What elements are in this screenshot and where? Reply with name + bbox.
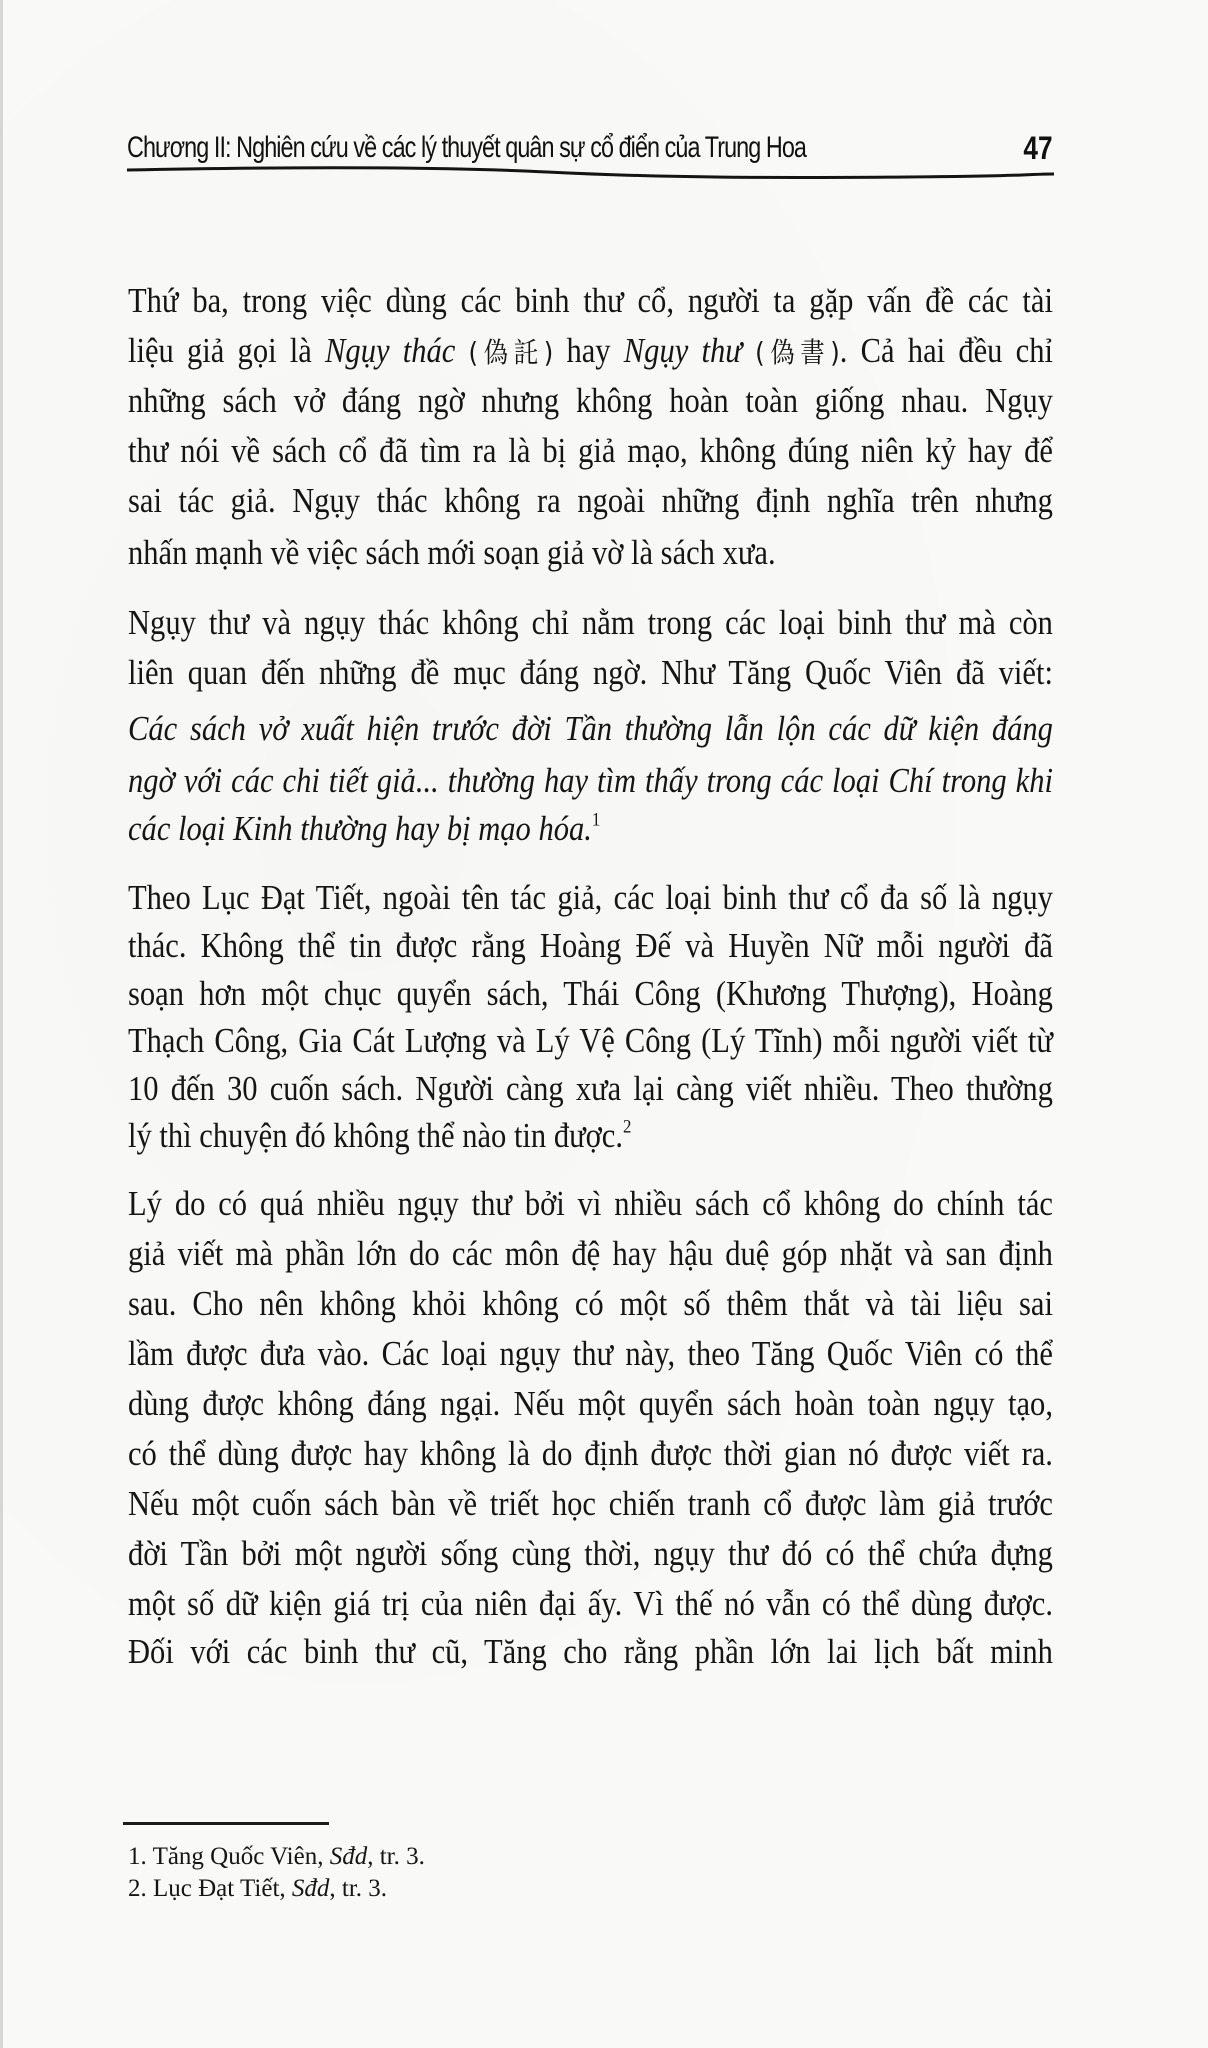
text-line: có thể dùng được hay không là do định được thời gian nó được viết ra. — [128, 1434, 1053, 1473]
text-line: Lý do có quá nhiều ngụy thư bởi vì nhiều sách cổ không do chính tác — [128, 1184, 1053, 1223]
header-rule — [127, 164, 1054, 184]
text-line: lầm được đưa vào. Các loại ngụy thư này, theo Tăng Quốc Viên có thể — [128, 1334, 1053, 1373]
text-line: đời Tần bởi một người sống cùng thời, ngụy thư đó có thể chứa đựng — [128, 1534, 1053, 1573]
page-edge-shadow — [0, 0, 3, 2048]
footnote-separator — [123, 1822, 329, 1825]
text-line: sai tác giả. Ngụy thác không ra ngoài những định nghĩa trên nhưng — [128, 481, 1053, 520]
footnote-2: 2. Lục Đạt Tiết, Sđd, tr. 3. — [128, 1875, 388, 1902]
text-line: Đối với các binh thư cũ, Tăng cho rằng phần lớn lai lịch bất minh — [128, 1632, 1053, 1671]
text-line: dùng được không đáng ngại. Nếu một quyển sách hoàn toàn ngụy tạo, — [128, 1384, 1053, 1423]
chinese-characters: (偽託) — [468, 336, 554, 369]
text-line: một số dữ kiện giá trị của niên đại ấy. Vì thế nó vẫn có thể dùng được. — [128, 1584, 1053, 1623]
text-line: nhấn mạnh về việc sách mới soạn giả vờ là sách xưa. — [128, 533, 776, 572]
text-line: lý thì chuyện đó không thể nào tin được.$^2$ — [128, 1116, 632, 1155]
quote-line: Các sách vở xuất hiện trước đời Tần thường lẫn lộn các dữ kiện đáng — [128, 709, 1053, 748]
text-line: giả viết mà phần lớn do các môn đệ hay hậu duệ góp nhặt và san định — [128, 1234, 1053, 1273]
text-line: Nếu một cuốn sách bàn về triết học chiến tranh cổ được làm giả trước — [128, 1484, 1053, 1523]
term-nguy-thu: Ngụy thư — [623, 331, 742, 370]
running-header — [127, 128, 1053, 168]
text-line: thác. Không thể tin được rằng Hoàng Đế và Huyền Nữ mỗi người đã — [128, 926, 1053, 965]
text-line: 10 đến 30 cuốn sách. Người càng xưa lại càng viết nhiều. Theo thường — [128, 1069, 1053, 1108]
quote-line: các loại Kinh thường hay bị mạo hóa.$^1$ — [128, 809, 601, 848]
text-line: Thạch Công, Gia Cát Lượng và Lý Vệ Công (Lý Tĩnh) mỗi người viết từ — [128, 1021, 1053, 1060]
footnote-ref-2[interactable]: 2 — [622, 1116, 632, 1138]
text-line: thư nói về sách cổ đã tìm ra là bị giả mạo, không đúng niên kỷ hay để — [128, 431, 1053, 470]
term-nguy-thac: Ngụy thác — [325, 331, 456, 370]
quote-line: ngờ với các chi tiết giả... thường hay tìm thấy trong các loại Chí trong khi — [128, 761, 1053, 800]
text-line: sau. Cho nên không khỏi không có một số thêm thắt và tài liệu sai — [128, 1284, 1053, 1323]
text-line: liên quan đến những đề mục đáng ngờ. Như Tăng Quốc Viên đã viết: — [128, 653, 1053, 692]
text-line: liệu giả gọi là Ngụy thác (偽託) hay Ngụy thư (偽書). Cả hai đều chỉ — [128, 331, 1053, 370]
page-number: 47 — [1023, 130, 1053, 166]
text-line: Theo Lục Đạt Tiết, ngoài tên tác giả, các loại binh thư cổ đa số là ngụy — [128, 878, 1053, 917]
text-line: những sách vở đáng ngờ nhưng không hoàn toàn giống nhau. Ngụy — [128, 381, 1053, 420]
footnote-ref-1[interactable]: 1 — [591, 809, 601, 831]
text-line: Thứ ba, trong việc dùng các binh thư cổ, người ta gặp vấn đề các tài — [128, 281, 1053, 320]
footnote-1: 1. Tăng Quốc Viên, Sđd, tr. 3. — [128, 1843, 425, 1870]
text-line: soạn hơn một chục quyển sách, Thái Công (Khương Thượng), Hoàng — [128, 974, 1053, 1013]
text-line: Ngụy thư và ngụy thác không chỉ nằm trong các loại binh thư mà còn — [128, 603, 1053, 642]
chinese-characters: (偽書) — [755, 336, 840, 369]
chapter-title: Chương II: Nghiên cứu về các lý thuyết quân sự cổ điển của Trung Hoa — [127, 131, 807, 164]
